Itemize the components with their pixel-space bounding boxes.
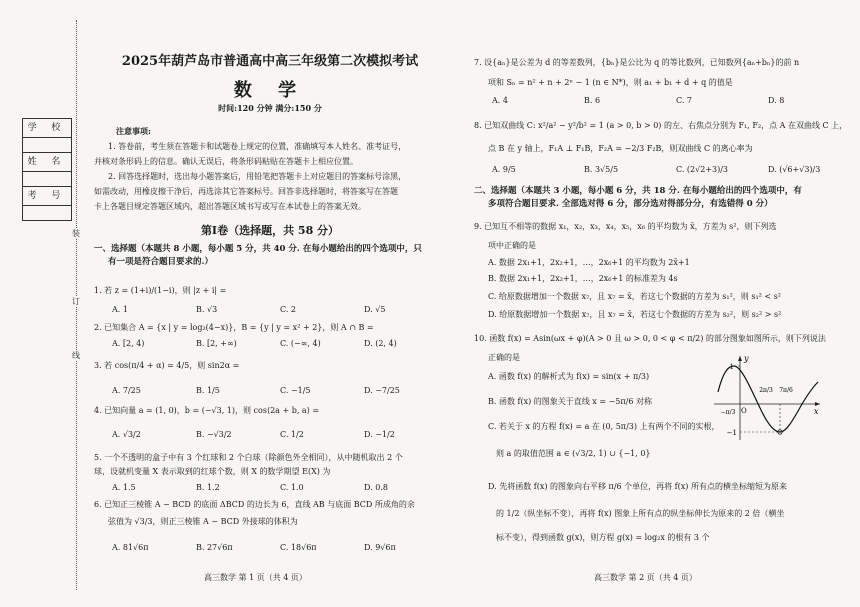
note-line: 并核对条形码上的信息。确认无误后，将条形码粘贴在答题卡上相应位置。 <box>94 157 358 166</box>
option: B. 1.2 <box>196 483 220 492</box>
option: B. 6 <box>584 96 601 105</box>
question-1: 1. 若 z = (1+i)/(1−i)，则 |z + i| = <box>94 286 227 295</box>
option: B. 3√5/5 <box>584 165 619 174</box>
exam-meta: 时间:120 分钟 满分:150 分 <box>218 103 322 113</box>
option: B. [2, +∞) <box>196 339 237 348</box>
option: D. 9√6π <box>364 543 396 552</box>
question-10-option-c: C. 若关于 x 的方程 f(x) = a 在 (0, 5π/3) 上有两个不同的实根， <box>488 422 720 431</box>
option: D. (2, 4) <box>364 339 397 348</box>
option: D. −1/2 <box>364 430 395 439</box>
option: A. [2, 4) <box>112 339 145 348</box>
section-1-heading: 一、选择题（本题共 8 小题，每小题 5 分，共 40 分. 在每小题给出的四个选项中，只 <box>94 244 422 254</box>
note-line: 1. 答卷前，考生须在答题卡和试题卷上规定的位置，准确填写本人姓名、准考证号， <box>108 142 407 151</box>
option: D. 8 <box>768 96 785 105</box>
binding-mark-3: 线 <box>72 351 80 360</box>
question-10-option-b: B. 函数 f(x) 的图象关于直线 x = −5π/6 对称 <box>488 397 652 406</box>
option: C. 18√6π <box>280 543 317 552</box>
option: D. 0.8 <box>364 483 388 492</box>
option: B. −√3/2 <box>196 430 232 439</box>
question-10-option-c-cont: 则 a 的取值范围 a ∈ (√3/2, 1) ∪ {−1, 0} <box>496 449 651 458</box>
question-5: 5. 一个不透明的盒子中有 3 个红球和 2 个白球（除颜色外全相同），从中随机取出 2 个 <box>94 453 403 462</box>
option: A. 7/25 <box>112 386 141 395</box>
option: B. √3 <box>196 305 218 314</box>
question-1-options <box>112 305 385 314</box>
note-line: 卡上各题目规定答题区域内，超出答题区域书写或写在本试卷上的答案无效。 <box>94 202 366 211</box>
question-10: 10. 函数 f(x) = Asin(ωx + φ)(A > 0 且 ω > 0, 0 < φ < π/2) 的部分图象如图所示，则下列说法 <box>474 334 826 343</box>
option: D. √5 <box>364 305 386 314</box>
option: D. −7/25 <box>364 386 400 395</box>
sine-curve <box>718 366 818 432</box>
x-axis-arrow <box>815 402 820 406</box>
section-1-heading-cont: 有一项是符合题目要求的.） <box>108 257 213 267</box>
student-info-box <box>22 118 70 221</box>
question-9-option-a: A. 数据 2x₁+1，2x₂+1，…，2x₆+1 的平均数为 2x̄+1 <box>488 258 690 267</box>
question-3: 3. 若 cos(π/4 + α) = 4/5，则 sin2α = <box>94 361 240 370</box>
id-field <box>22 186 72 221</box>
school-label: 学 校 <box>27 123 67 133</box>
tick-label-2pi-3: 2π/3 <box>759 387 773 394</box>
option: A. 1 <box>112 305 128 314</box>
question-9-option-b: B. 数据 2x₁+1，2x₂+1，…，2x₆+1 的标准差为 4s <box>488 274 678 283</box>
option: B. 1/5 <box>196 386 220 395</box>
question-8-options <box>492 165 820 174</box>
section-2-heading-cont: 多项符合题目要求. 全部选对得 6 分，部分选对得部分分，有选错得 0 分） <box>488 199 773 209</box>
footer-page-2: 高三数学 第 2 页（共 4 页） <box>594 573 697 582</box>
question-9-option-c: C. 给原数据增加一个数据 x₇，且 x₇ = x̄，若这七个数据的方差为 s₁²，则 s₁² < s² <box>488 292 781 301</box>
name-field <box>22 152 72 186</box>
school-blank <box>23 137 71 152</box>
option: A. 4 <box>492 96 508 105</box>
question-7-cont: 项和 Sₙ = n² + n + 2ⁿ − 1 (n ∈ N*)，则 a₁ + b₁ + d + q 的值是 <box>488 78 733 87</box>
option: C. (−∞, 4) <box>280 339 321 348</box>
question-10-option-d-cont2: 标不变），得到函数 g(x)，则方程 g(x) = log₂x 的根有 3 个 <box>496 533 710 542</box>
option: C. (2√2+3)/3 <box>676 165 729 174</box>
question-2-options <box>112 339 397 348</box>
question-7: 7. 设{aₙ}是公差为 d 的等差数列，{bₙ}是公比为 q 的等比数列，已知数列{aₙ+bₙ}的前 n <box>474 58 800 67</box>
note-line: 如需改动，用橡皮擦干净后，再选涂其它答案标号。回答非选择题时，将答案写在答题 <box>94 187 398 196</box>
question-10-option-d-cont: 的 1/2（纵坐标不变），再将 f(x) 图象上所有点的纵坐标伸长为原来的 2 倍（横坐 <box>496 509 785 518</box>
option: A. 81√6π <box>112 543 149 552</box>
option: B. 27√6π <box>196 543 233 552</box>
y-axis-arrow <box>738 356 742 361</box>
question-2: 2. 已知集合 A = {x | y = log₂(4−x)}，B = {y | y = x² + 2}，则 A ∩ B = <box>94 323 374 332</box>
question-6-options <box>112 543 396 552</box>
part-1-heading: 第Ⅰ卷（选择题，共 58 分） <box>200 224 340 237</box>
binding-mark-2: 订 <box>72 297 80 306</box>
tick-label-neg1: −1 <box>726 429 737 437</box>
footer-page-1: 高三数学 第 1 页（共 4 页） <box>204 573 307 582</box>
option: A. 9/5 <box>492 165 516 174</box>
question-3-options <box>112 386 400 395</box>
sine-graph <box>714 352 824 442</box>
option: C. 7 <box>676 96 693 105</box>
question-9-option-d: D. 给原数据增加一个数据 x₇，且 x₇ = x̄，若这七个数据的方差为 s₂²，则 s₂² > s² <box>488 310 782 319</box>
option: D. (√6+√3)/3 <box>768 165 821 174</box>
id-blank <box>23 205 71 220</box>
question-5-options <box>112 483 388 492</box>
question-10-cont: 正确的是 <box>488 353 520 362</box>
tick-label-1: 1 <box>729 363 734 371</box>
note-line: 2. 回答选择题时，选出每小题答案后，用铅笔把答题卡上对应题目的答案标号涂黑， <box>108 172 407 181</box>
name-label: 姓 名 <box>27 157 67 167</box>
option: A. 1.5 <box>112 483 136 492</box>
exam-title: 2025年葫芦岛市普通高中高三年级第二次模拟考试 <box>121 54 419 69</box>
tick-label-7pi-6: 7π/6 <box>779 387 793 394</box>
question-10-option-a: A. 函数 f(x) 的解析式为 f(x) = sin(x + π/3) <box>488 372 650 381</box>
question-10-option-d: D. 先将函数 f(x) 的图象向右平移 π/6 个单位，再将 f(x) 所有点的横坐标缩短为原来 <box>488 482 787 491</box>
question-5-cont: 球，设就机变量 X 表示取到的红球个数，则 X 的数学期望 E(X) 为 <box>94 467 331 476</box>
question-8: 8. 已知双曲线 C: x²/a² − y²/b² = 1 (a > 0, b > 0) 的左、右焦点分别为 F₁, F₂，点 A 在双曲线 C 上， <box>474 121 848 130</box>
option: A. √3/2 <box>112 430 141 439</box>
subject-title: 数 学 <box>233 80 307 101</box>
name-blank <box>23 171 71 186</box>
question-4-options <box>112 430 395 439</box>
binding-mark-1: 装 <box>72 229 80 238</box>
question-6: 6. 已知正三棱锥 A − BCD 的底面 ΔBCD 的边长为 6，直线 AB 与底面 BCD 所成角的余 <box>94 500 415 509</box>
id-label: 考 号 <box>27 191 67 201</box>
option: C. −1/5 <box>280 386 311 395</box>
x-axis-label: x <box>814 407 819 416</box>
origin-label: O <box>741 407 747 415</box>
question-7-options <box>492 96 784 105</box>
option: C. 1/2 <box>280 430 304 439</box>
question-6-cont: 弦值为 √3/3，则正三棱锥 A − BCD 外接球的体积为 <box>108 517 298 526</box>
y-axis-label: y <box>744 354 749 363</box>
option: C. 2 <box>280 305 297 314</box>
question-4: 4. 已知向量 a = (1, 0)，b = (−√3, 1)，则 cos⟨2a + b, a⟩ = <box>94 406 320 415</box>
option: C. 1.0 <box>280 483 304 492</box>
notes-heading: 注意事项: <box>116 126 151 136</box>
school-field <box>22 118 72 152</box>
tick-label-neg-pi-3: −π/3 <box>720 409 736 416</box>
question-9: 9. 已知互不相等的数据 x₁，x₂，x₃，x₄，x₅，x₆ 的平均数为 x̄，方差为 s²，则下列选 <box>474 222 777 231</box>
question-9-cont: 项中正确的是 <box>488 241 536 250</box>
section-2-heading: 二、选择题（本题共 3 小题，每小题 6 分，共 18 分. 在每小题给出的四个选项中，有 <box>474 186 802 196</box>
question-8-cont: 点 B 在 y 轴上，F₁A ⊥ F₁B，F₂A = −2/3 F₂B，则双曲线 C 的离心率为 <box>488 144 753 153</box>
